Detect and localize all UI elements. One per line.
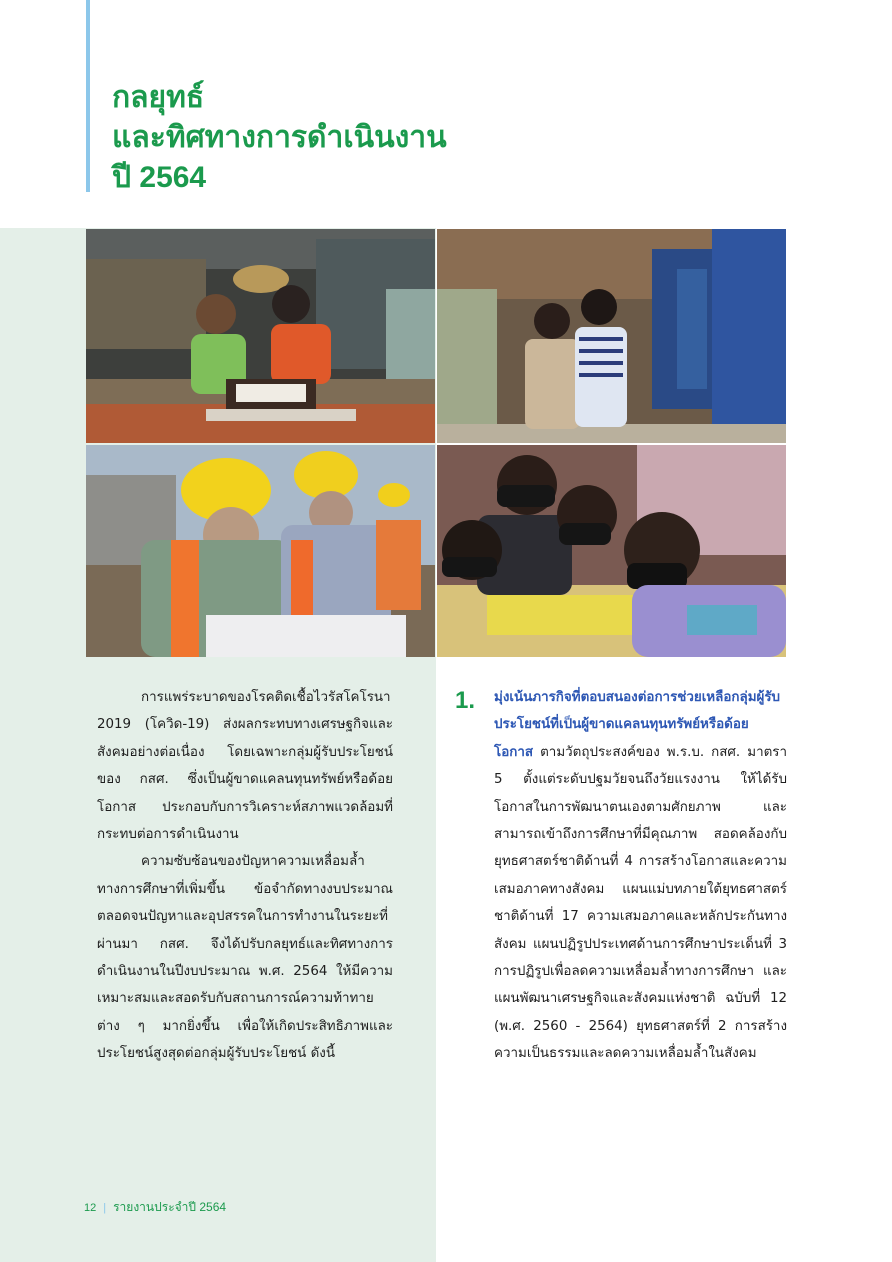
intro-paragraph-2: ความซับซ้อนของปัญหาความเหลื่อมล้ำทางการศึกษาที่เพิ่มขึ้น ข้อจำกัดทางงบประมาณ ตลอดจนปัญหาและอุปสรรคในการทำงานในระยะที่ผ่านมา กสศ. จึงได้ปรับกลยุทธ์และทิศทางการดำเนินงานในปีงบประมาณ พ.ศ. 2564 ให้มีความเหมาะสมและสอดรับกับสถานการณ์ความท้าทายต่าง ๆ มากยิ่งขึ้น เพื่อให้เกิดประสิทธิภาพและประโยชน์สูงสุดต่อกลุ่มผู้รับประโยชน์ ดังนี้ <box>97 854 393 1062</box>
item-number: 1. <box>455 687 476 714</box>
strategy-item-1-text: ตามวัตถุประสงค์ของ พ.ร.บ. กสศ. มาตรา 5 ตั้งแต่ระดับปฐมวัยจนถึงวัยแรงงาน ให้ได้รับโอกาสในการพัฒนาตนเองตามศักยภาพ และสามารถเข้าถึงการศึกษาที่มีคุณภาพ สอดคล้องกับยุทธศาสตร์ชาติด้านที่ 4 การสร้างโอกาสและความเสมอภาคทางสังคม แผนแม่บทภายใต้ยุทธศาสตร์ชาติด้านที่ 17 ความเสมอภาคและหลักประกันทางสังคม แผนปฏิรูปประเทศด้านการศึกษาประเด็นที่ 3 การปฏิรูปเพื่อลดความเหลื่อมล้ำทางการศึกษา และแผนพัฒนาเศรษฐกิจและสังคมแห่งชาติ ฉบับที่ 12 (พ.ศ. 2560 - 2564) ยุทธศาสตร์ที่ 2 การสร้างความเป็นธรรมและลดความเหลื่อมล้ำในสังคม <box>494 744 787 1062</box>
page-title <box>112 78 532 198</box>
photo-children-studying <box>86 229 435 443</box>
strategy-item-1-heading: มุ่งเน้นภารกิจที่ตอบสนองต่อการช่วยเหลือกลุ่มผู้รับประโยชน์ที่เป็นผู้ขาดแคลนทุนทรัพย์หรือด้อยโอกาส <box>494 690 781 760</box>
title-line-2: และทิศทางการดำเนินงาน <box>112 121 447 154</box>
intro-text-column <box>97 684 393 1068</box>
page-number: 12 <box>84 1202 97 1214</box>
intro-paragraph-1: การแพร่ระบาดของโรคติดเชื้อไวรัสโคโรนา 2019 (โควิด-19) ส่งผลกระทบทางเศรษฐกิจและสังคมอย่างต่อเนื่อง โดยเฉพาะกลุ่มผู้รับประโยชน์ของ กสศ. ซึ่งเป็นผู้ขาดแคลนทุนทรัพย์หรือด้อยโอกาส ประกอบกับการวิเคราะห์สภาพแวดล้อมที่กระทบต่อการดำเนินงาน <box>97 690 393 843</box>
title-line-3: ปี 2564 <box>112 161 207 194</box>
strategy-item-1 <box>494 684 787 1068</box>
title-line-1: กลยุทธ์ <box>112 81 205 114</box>
photo-girls-hard-hats <box>86 445 435 657</box>
footer-separator: | <box>103 1202 107 1214</box>
title-accent-bar <box>86 0 90 192</box>
photo-teacher-and-student <box>437 229 786 443</box>
page-footer <box>84 1198 226 1217</box>
photo-students-with-masks <box>437 445 786 657</box>
footer-label: รายงานประจำปี 2564 <box>113 1200 227 1214</box>
